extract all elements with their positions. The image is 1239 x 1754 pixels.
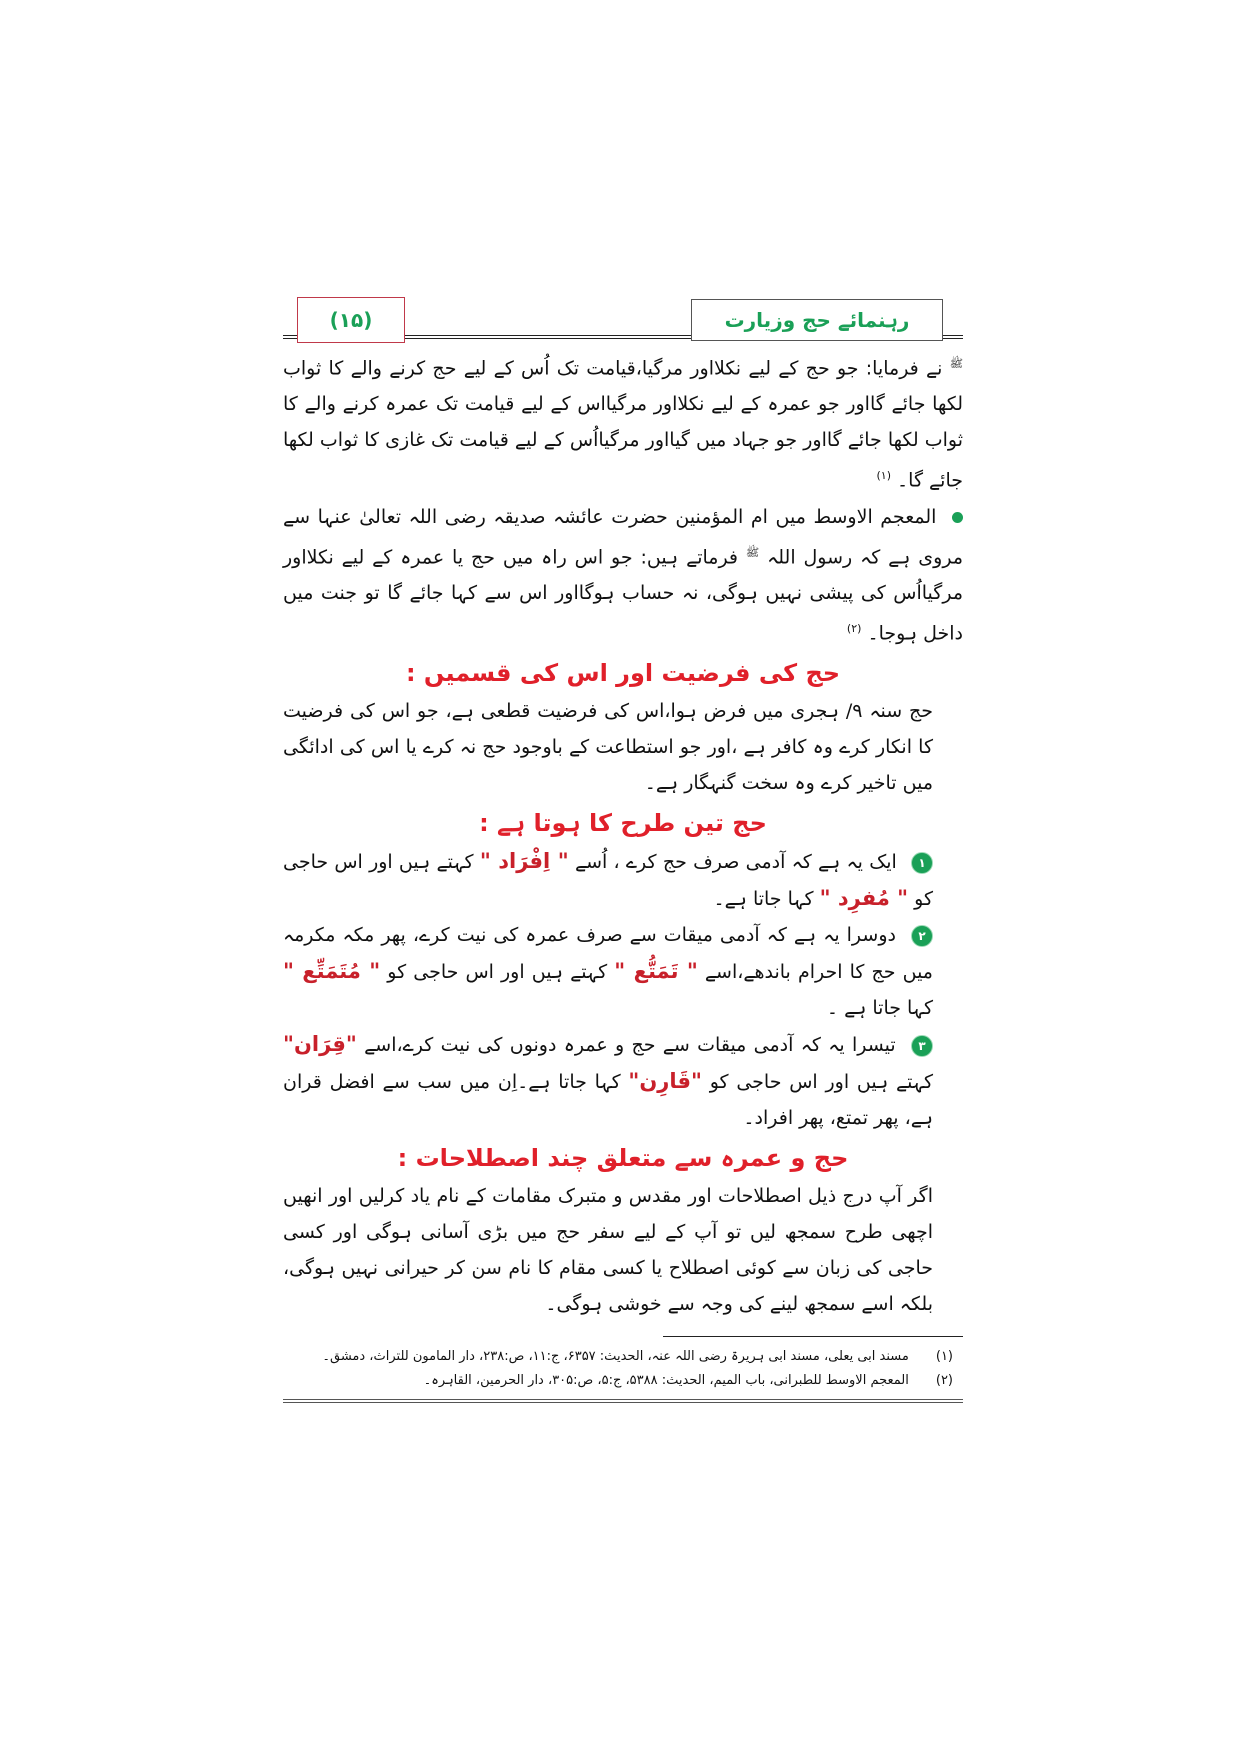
- term-highlight: "قِرَان": [283, 1032, 357, 1057]
- hadith-text-b: فرماتے ہیں: جو اس راہ میں حج یا عمرہ کے لیے نکلااور مرگیااُس کی پیشی نہیں ہوگی، نہ حساب ہوگااور اس سے کہا جائے گا تو جنت میں داخل ہوجا۔: [283, 545, 963, 645]
- book-title-box: [691, 299, 943, 341]
- section-heading-terms: حج و عمرہ سے متعلق چند اصطلاحات :: [397, 1144, 849, 1173]
- footnote-number: (۲): [935, 1373, 953, 1389]
- type-text: کہتے ہیں اور اس حاجی کو: [709, 1071, 934, 1094]
- footnote-number: (۱): [935, 1349, 953, 1365]
- footnote-separator: [663, 1336, 963, 1337]
- type-item: [283, 1026, 963, 1136]
- term-highlight: " مُفرِد ": [819, 886, 909, 911]
- honorific-glyph: ﷺ: [745, 545, 760, 559]
- terms-paragraph: اگر آپ درج ذیل اصطلاحات اور مقدس و متبرک مقامات کے نام یاد کرلیں اور انھیں اچھی طرح سمجھ لیں تو آپ کے لیے سفر حج میں بڑی آسانی ہوگی اور کسی حاجی کی زبان سے کوئی اصطلاح یا کسی مقام کا نام سن کر حیرانی نہیں ہوگی، بلکہ اسے سمجھ لینے کی وجہ سے خوشی ہوگی۔: [283, 1185, 933, 1316]
- bullet-dot-icon: [952, 512, 963, 523]
- term-highlight: " اِفْرَاد ": [479, 849, 569, 874]
- number-circle-icon: ۳: [911, 1035, 933, 1057]
- intro-paragraph: [283, 346, 963, 499]
- page-number: (۱۵): [329, 308, 373, 332]
- footer-double-rule: [283, 1399, 963, 1403]
- term-highlight: " تَمَتُّع ": [614, 959, 698, 984]
- footnote-text: المعجم الاوسط للطبرانی، باب المیم، الحدیث: ۵۳۸۸، ج:۵، ص:۳۰۵، دار الحرمین، القاہرہ۔: [423, 1373, 909, 1389]
- number-circle-icon: ۲: [911, 925, 933, 947]
- type-item: [283, 917, 963, 1026]
- type-text: تیسرا یہ کہ آدمی میقات سے حج و عمرہ دونوں کی نیت کرے،اسے: [364, 1034, 896, 1057]
- type-text: ایک یہ ہے کہ آدمی صرف حج کرے ، اُسے: [574, 851, 897, 874]
- hadith-paragraph: [283, 499, 963, 652]
- footnote: [283, 1345, 963, 1369]
- type-text: کہا جاتا ہے۔اِن میں سب سے افضل قران ہے، پھر تمتع، پھر افراد۔: [283, 1071, 933, 1130]
- type-text: کہتے ہیں اور اس حاجی کو: [283, 851, 933, 911]
- term-highlight: " مُتَمَتِّع ": [283, 959, 381, 984]
- section-heading-obligation: حج کی فرضیت اور اس کی قسمیں :: [405, 659, 841, 688]
- book-title: رہنمائے حج وزیارت: [724, 308, 910, 332]
- type-text: دوسرا یہ ہے کہ آدمی میقات سے صرف عمرہ کی نیت کرے، پھر مکہ مکرمہ میں حج کا احرام باندھے،اسے: [283, 924, 933, 984]
- type-text: کہتے ہیں اور اس حاجی کو: [387, 961, 608, 984]
- intro-text: نے فرمایا: جو حج کے لیے نکلااور مرگیا،قیامت تک اُس کے لیے حج کرنے والے کا ثواب لکھا جائے گااور جو عمرہ کے لیے نکلااور مرگیااس کے لیے قیامت تک عمرہ کرنے والے کا ثواب لکھا جائے گااور جو جہاد میں گیااور مرگیااُس کے لیے قیامت تک غازی کا ثواب لکھا جائے گا۔: [283, 357, 963, 492]
- honorific-glyph: ﷺ: [949, 357, 963, 370]
- type-item: [283, 843, 963, 917]
- number-circle-icon: ۱: [911, 852, 933, 874]
- page-number-box: [297, 297, 405, 343]
- footnote-ref-1[interactable]: (۱): [876, 469, 891, 483]
- section-heading-types: حج تین طرح کا ہوتا ہے :: [479, 809, 767, 838]
- type-text: کہا جاتا ہے ۔: [826, 997, 933, 1020]
- obligation-paragraph: حج سنہ ۹/ ہجری میں فرض ہوا،اس کی فرضیت قطعی ہے، جو اس کی فرضیت کا انکار کرے وہ کافر ہے ،اور جو استطاعت کے باوجود حج نہ کرے یا اس کی ادائگی میں تاخیر کرے وہ سخت گنہگار ہے۔: [283, 700, 933, 795]
- footnote-text: مسند ابی یعلی، مسند ابی ہریرۃ رضی اللہ عنہ، الحدیث: ۶۳۵۷، ج:۱۱، ص:۲۳۸، دار المامون للتراث، دمشق۔: [322, 1349, 909, 1365]
- footnote-ref-2[interactable]: (۲): [846, 621, 862, 635]
- hadith-text-a: المعجم الاوسط میں ام المؤمنین حضرت عائشہ صدیقہ رضی اللہ تعالیٰ عنہا سے مروی ہے کہ رسول اللہ: [283, 505, 964, 568]
- book-page: [283, 297, 963, 1403]
- page-body: [283, 346, 963, 1403]
- page-header: [283, 297, 963, 342]
- term-highlight: "قَارِن": [628, 1069, 702, 1094]
- footnote: [283, 1369, 963, 1393]
- type-text: کہا جاتا ہے۔: [713, 888, 814, 911]
